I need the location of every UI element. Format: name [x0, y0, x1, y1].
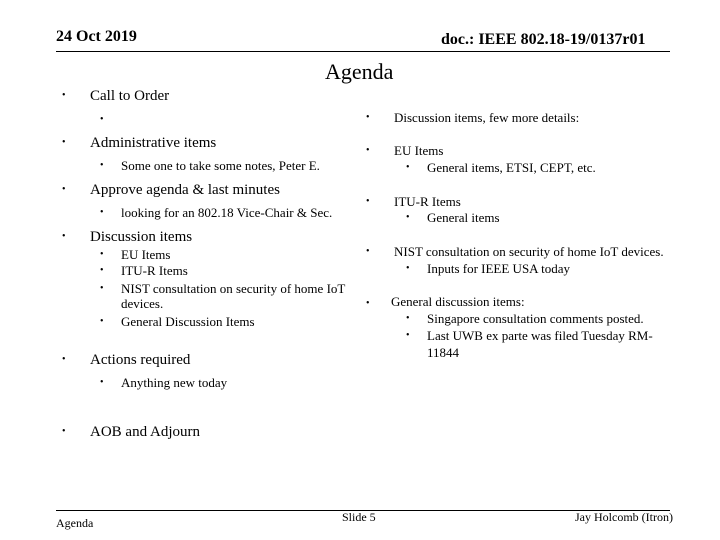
nist-consultation: NIST consultation on security of home IoT devices.	[394, 244, 664, 259]
bullet: •	[366, 246, 370, 257]
footer-author: Jay Holcomb (Itron)	[575, 510, 673, 524]
bullet: •	[100, 207, 104, 218]
header-rule	[56, 51, 670, 52]
bullet: •	[62, 137, 66, 148]
itur-items: ITU-R Items	[394, 194, 461, 209]
disc-nist-line2: devices.	[121, 296, 164, 311]
header-date: 24 Oct 2019	[56, 28, 137, 45]
bullet: •	[62, 426, 66, 437]
footer-left: Agenda	[56, 516, 94, 530]
uwb-item-line1: Last UWB ex parte was filed Tuesday RM-	[427, 328, 653, 343]
bullet-empty-sub: •	[100, 114, 104, 125]
uwb-item-line2: 11844	[427, 345, 460, 360]
eu-items: EU Items	[394, 143, 444, 158]
disc-itur-items: ITU-R Items	[121, 263, 188, 278]
bullet: •	[406, 330, 410, 341]
bullet: •	[62, 231, 66, 242]
vice-chair-item: looking for an 802.18 Vice-Chair & Sec.	[121, 205, 333, 220]
disc-nist-line1: NIST consultation on security of home IoT	[121, 281, 346, 296]
bullet: •	[406, 263, 410, 274]
discussion-items: Discussion items	[90, 229, 193, 245]
bullet: •	[366, 196, 370, 207]
bullet: •	[62, 90, 66, 101]
nist-inputs-item: Inputs for IEEE USA today	[427, 261, 570, 276]
approve-agenda: Approve agenda & last minutes	[90, 182, 280, 198]
disc-general-items: General Discussion Items	[121, 314, 255, 329]
call-to-order: Call to Order	[90, 88, 170, 104]
bullet: •	[100, 377, 104, 388]
bullet: •	[62, 184, 66, 195]
bullet: •	[100, 249, 104, 260]
header-doc-id: doc.: IEEE 802.18-19/0137r01	[441, 31, 646, 48]
bullet: •	[406, 212, 410, 223]
bullet: •	[406, 313, 410, 324]
bullet: •	[366, 145, 370, 156]
bullet: •	[100, 283, 104, 294]
bullet: •	[406, 162, 410, 173]
itur-general-items: General items	[427, 210, 500, 225]
bullet: •	[62, 354, 66, 365]
singapore-item: Singapore consultation comments posted.	[427, 311, 644, 326]
general-discussion: General discussion items:	[391, 294, 525, 309]
bullet: •	[100, 316, 104, 327]
discussion-details: Discussion items, few more details:	[394, 110, 580, 125]
bullet: •	[366, 112, 370, 123]
actions-required: Actions required	[90, 352, 191, 368]
eu-general-items: General items, ETSI, CEPT, etc.	[427, 160, 596, 175]
bullet: •	[100, 265, 104, 276]
disc-eu-items: EU Items	[121, 247, 171, 262]
actions-new-item: Anything new today	[121, 375, 228, 390]
bullet: •	[100, 160, 104, 171]
footer-slide-number: Slide 5	[342, 510, 376, 524]
admin-notes-item: Some one to take some notes, Peter E.	[121, 158, 320, 173]
bullet: •	[366, 298, 370, 309]
page-title: Agenda	[325, 59, 394, 84]
aob-adjourn: AOB and Adjourn	[90, 424, 200, 440]
administrative-items: Administrative items	[90, 135, 217, 151]
